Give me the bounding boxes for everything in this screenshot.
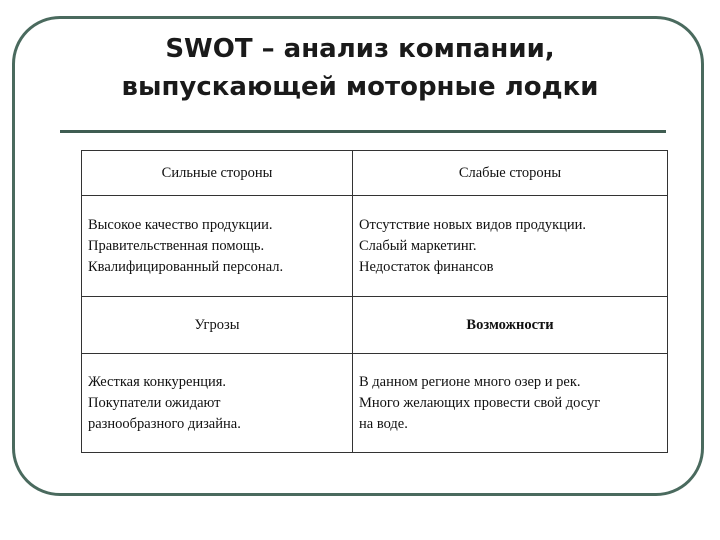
list-item: разнообразного дизайна. xyxy=(88,415,241,432)
title-line-1: SWOT – анализ компании, xyxy=(165,34,555,64)
list-item: Квалифицированный персонал. xyxy=(88,258,284,275)
weaknesses-cell xyxy=(353,196,668,297)
opportunities-cell xyxy=(353,354,668,453)
list-item: на воде. xyxy=(359,415,408,432)
table-row xyxy=(82,297,668,354)
title-divider xyxy=(60,130,666,133)
slide-title xyxy=(40,30,680,106)
list-item: Жесткая конкуренция. xyxy=(88,373,227,390)
list-item: Много желающих провести свой досуг xyxy=(359,394,601,411)
list-item: В данном регионе много озер и рек. xyxy=(359,373,581,390)
weaknesses-header: Слабые стороны xyxy=(353,151,668,196)
list-item: Слабый маркетинг. xyxy=(359,237,477,254)
table-row xyxy=(82,196,668,297)
threats-cell xyxy=(82,354,353,453)
threats-header: Угрозы xyxy=(82,297,353,354)
title-line-2: выпускающей моторные лодки xyxy=(121,72,599,102)
opportunities-header: Возможности xyxy=(353,297,668,354)
table-row xyxy=(82,151,668,196)
list-item: Правительственная помощь. xyxy=(88,237,265,254)
strengths-cell xyxy=(82,196,353,297)
list-item: Покупатели ожидают xyxy=(88,394,221,411)
table-row xyxy=(82,354,668,453)
list-item: Отсутствие новых видов продукции. xyxy=(359,216,587,233)
swot-table xyxy=(81,150,668,453)
list-item: Недостаток финансов xyxy=(359,258,494,275)
strengths-header: Сильные стороны xyxy=(82,151,353,196)
list-item: Высокое качество продукции. xyxy=(88,216,273,233)
